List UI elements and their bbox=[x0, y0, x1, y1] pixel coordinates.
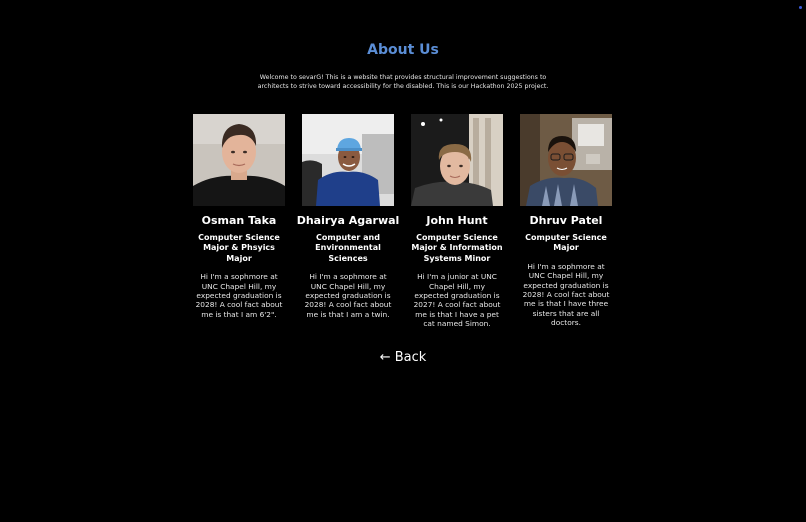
page-title: About Us bbox=[367, 42, 439, 58]
back-button[interactable] bbox=[0, 350, 806, 365]
arrow-left-icon: ← bbox=[379, 350, 391, 365]
team-card-dhruv bbox=[506, 114, 626, 328]
member-name: Dhairya Agarwal bbox=[296, 214, 400, 227]
member-major: Computer Science Major bbox=[525, 233, 607, 253]
team-card-john bbox=[397, 114, 517, 329]
member-major: Computer and Environmental Sciences bbox=[315, 233, 381, 263]
member-major: Computer Science Major & Information Systems Minor bbox=[411, 233, 503, 263]
team-card-dhairya bbox=[288, 114, 408, 319]
member-bio: Hi I'm a sophmore at UNC Chapel Hill, my expected graduation is 2028! A cool fact about me is that I am 6'2". bbox=[195, 272, 283, 319]
intro-text: Welcome to sevarG! This is a website that provides structural improvement suggestions to architects to strive toward accessibility for the disabled. This is our Hackathon 2025 project. bbox=[257, 74, 549, 90]
member-major: Computer Science Major & Phsyics Major bbox=[198, 233, 280, 263]
member-bio: Hi I'm a sophmore at UNC Chapel Hill, my expected graduation is 2028! A cool fact about me is that I am a twin. bbox=[304, 272, 392, 319]
member-name: Osman Taka bbox=[201, 214, 277, 227]
member-name: Dhruv Patel bbox=[529, 214, 603, 227]
profile-photo-dhruv bbox=[520, 114, 612, 206]
profile-photo-john bbox=[411, 114, 503, 206]
member-name: John Hunt bbox=[426, 214, 488, 227]
profile-photo-osman bbox=[193, 114, 285, 206]
team-card-osman bbox=[179, 114, 299, 319]
member-bio: Hi I'm a sophmore at UNC Chapel Hill, my expected graduation is 2028! A cool fact about me is that I have three sisters that are all doctors. bbox=[522, 261, 610, 328]
back-label: Back bbox=[394, 350, 427, 365]
member-bio: Hi I'm a junior at UNC Chapel Hill, my expected graduation is 2027! A cool fact about me is that I have a pet cat named Simon. bbox=[413, 272, 501, 329]
corner-dot bbox=[799, 6, 802, 9]
profile-photo-dhairya bbox=[302, 114, 394, 206]
